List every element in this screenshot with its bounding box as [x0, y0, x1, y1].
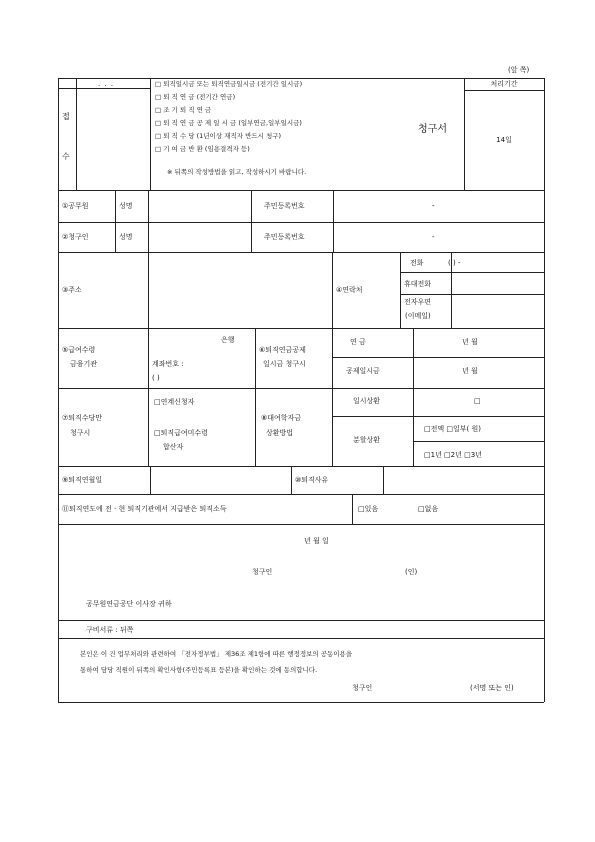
claimant-rrn-label: 주민등록번호	[264, 233, 305, 241]
claim-type-early-pension[interactable]: □ 조 기 퇴 직 연 금	[155, 106, 212, 114]
deduction-lump-label: 공제일시금	[346, 367, 380, 375]
account-number-label: 계좌번호 :	[152, 360, 184, 368]
loan-repayment-label: ⑧대여학자금	[261, 414, 302, 422]
border-right	[544, 78, 545, 702]
email-label: 전자우편	[404, 298, 432, 306]
deduction-lump-value[interactable]: 년 월	[462, 367, 478, 375]
sign-seal: (인)	[405, 568, 418, 576]
bank-label: ⑤급여수령	[62, 346, 96, 354]
unreceived-benefit-checkbox[interactable]: □퇴직급여미수령	[154, 429, 208, 437]
unreceived-benefit-sub: 합산자	[163, 443, 184, 451]
account-number-field[interactable]: ( )	[152, 374, 160, 382]
claim-type-contribution-refund[interactable]: □ 기 여 금 반 환 (임용결격자 등)	[155, 145, 250, 153]
official-rrn-value[interactable]: -	[432, 202, 435, 210]
bank-name-suffix: 은행	[221, 336, 235, 344]
processing-period-days: 14일	[496, 136, 512, 144]
page-side-label: (앞 쪽)	[508, 66, 530, 74]
installment-label: 분할상환	[353, 436, 381, 444]
border-left	[58, 78, 59, 702]
installment-amount-options[interactable]: □전액 □일부( 원)	[424, 425, 481, 433]
reception-dots: · · ·	[98, 82, 115, 90]
bank-label-sub: 금융기관	[70, 360, 98, 368]
sign-claimant-label: 청구인	[252, 568, 273, 576]
reception-label-bottom: 수	[62, 152, 70, 161]
official-name-label: 성명	[119, 202, 133, 210]
prior-income-label: ⑪퇴직연도에 전 · 현 퇴직기관에서 지급받은 퇴직소득	[62, 505, 227, 513]
retire-date-label: ⑨퇴직연월일	[62, 476, 103, 484]
official-rrn-label: 주민등록번호	[264, 202, 305, 210]
retire-allowance-label: ⑦퇴직수당만	[62, 414, 103, 422]
linked-applicant-checkbox[interactable]: □연계신청자	[154, 398, 195, 406]
reception-label-top: 접	[62, 112, 70, 121]
retire-reason-label: ⑩퇴직사유	[295, 476, 329, 484]
consent-claimant-label: 청구인	[352, 684, 373, 692]
phone-label: 전화	[410, 259, 424, 267]
lump-sum-label: ⑥퇴직연금공제	[259, 346, 306, 354]
form-title-suffix: 청구서	[418, 124, 447, 135]
sign-date[interactable]: 년 월 일	[304, 537, 329, 545]
pension-period-value[interactable]: 년 월	[462, 338, 478, 346]
attachment-note: 구비서류 : 뒤쪽	[86, 626, 134, 634]
contact-label: ④연락처	[336, 286, 363, 294]
address-label: ③주소	[62, 286, 82, 294]
processing-period-header: 처리기간	[490, 80, 518, 88]
official-label: ①공무원	[62, 202, 89, 210]
retire-allowance-label-sub: 청구시	[70, 429, 91, 437]
prior-income-yes[interactable]: □있음	[358, 505, 379, 513]
border-bottom	[58, 702, 544, 703]
lump-sum-label-sub: 일시금 청구시	[263, 360, 306, 368]
lump-repayment-checkbox[interactable]: □	[474, 397, 481, 405]
phone-value[interactable]: ( ) -	[448, 259, 461, 267]
installment-years-options[interactable]: □1년 □2년 □3년	[424, 451, 482, 459]
lump-repayment-label: 일시상환	[353, 397, 381, 405]
consent-signature[interactable]: (서명 또는 인)	[470, 684, 514, 692]
claimant-rrn-value[interactable]: -	[432, 233, 435, 241]
loan-repayment-label-sub: 상환방법	[266, 429, 294, 437]
claim-type-retirement-allowance[interactable]: □ 퇴 직 수 당 (1년이상 재직자 반드시 청구)	[155, 132, 282, 140]
consent-line-2: 통하여 담당 직원이 뒤쪽의 확인사항(주민등록표 등본)을 확인하는 것에 동의합니다.	[80, 666, 318, 674]
claim-type-deduction-lump[interactable]: □ 퇴 직 연 금 공 제 일 시 금 (일부연금,일부일시금)	[155, 119, 302, 127]
claim-type-lump-sum[interactable]: □ 퇴직일시금 또는 퇴직연금일시금 (전기간 일시금)	[155, 80, 303, 88]
consent-line-1: 본인은 이 건 업무처리와 관련하여 「전자정부법」 제36조 제1항에 따른 행정정보의 공동이용을	[80, 650, 353, 658]
pension-period-label: 연 금	[350, 338, 366, 346]
email-label-sub: (이메일)	[405, 312, 431, 320]
claimant-label: ②청구인	[62, 233, 89, 241]
instruction-note: ※ 뒤쪽의 작성방법을 읽고, 작성하시기 바랍니다.	[167, 168, 307, 176]
prior-income-no[interactable]: □없음	[418, 505, 439, 513]
mobile-label: 휴대전화	[404, 280, 432, 288]
border-top	[58, 78, 544, 79]
addressee: 공무원연금공단 이사장 귀하	[86, 600, 172, 608]
claimant-name-label: 성명	[119, 233, 133, 241]
claim-type-pension[interactable]: □ 퇴 직 연 금 (전기간 연금)	[155, 93, 236, 101]
